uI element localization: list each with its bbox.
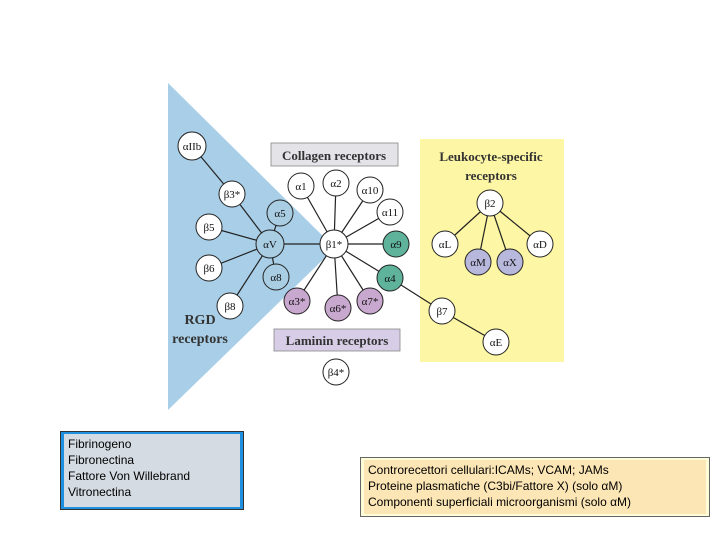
svg-text:β3*: β3* <box>223 189 241 201</box>
svg-text:β4*: β4* <box>327 367 345 379</box>
svg-text:α4: α4 <box>384 273 396 285</box>
node-alpha11 <box>377 199 403 225</box>
svg-text:α11: α11 <box>381 207 399 219</box>
svg-text:α8: α8 <box>270 272 282 284</box>
svg-text:αL: αL <box>438 239 452 251</box>
rgd-ligands-list <box>64 434 240 507</box>
svg-text:β5: β5 <box>203 222 215 234</box>
svg-text:α10: α10 <box>361 185 379 197</box>
node-alpha9 <box>383 231 409 257</box>
svg-text:α2: α2 <box>330 178 342 190</box>
node-alpha-e <box>483 329 509 355</box>
ligand-item: Fibronectina <box>68 453 135 467</box>
node-alpha1 <box>288 173 314 199</box>
node-alpha3 <box>284 288 310 314</box>
leukocyte-ligands-box <box>360 457 710 517</box>
svg-text:β2: β2 <box>484 198 496 210</box>
svg-text:α3*: α3* <box>288 296 306 308</box>
svg-text:αX: αX <box>503 257 517 269</box>
node-alpha-m <box>465 249 491 275</box>
ligand-item: Controrecettori cellulari:ICAMs; VCAM; JAMs <box>368 463 609 477</box>
svg-text:α6*: α6* <box>329 303 347 315</box>
node-alpha8 <box>263 264 289 290</box>
node-beta7 <box>429 298 455 324</box>
node-beta6 <box>196 255 222 281</box>
node-alpha2 <box>323 170 349 196</box>
ligand-item: Componenti superficiali microorganismi (solo αM) <box>368 495 632 509</box>
svg-text:β8: β8 <box>224 301 236 313</box>
node-beta4 <box>323 359 349 385</box>
svg-text:αM: αM <box>470 257 486 269</box>
svg-text:α1: α1 <box>295 181 307 193</box>
node-alpha4 <box>377 265 403 291</box>
svg-text:α5: α5 <box>274 208 286 220</box>
ligand-item: Proteine plasmatiche (C3bi/Fattore X) (solo αM) <box>368 479 623 493</box>
node-alpha5 <box>267 200 293 226</box>
laminin-label: Laminin receptors <box>285 333 389 348</box>
ligand-item: Fattore Von Willebrand <box>68 469 191 483</box>
rgd-ligands-box <box>60 431 244 510</box>
node-alpha-v <box>256 230 284 258</box>
node-beta5 <box>196 214 222 240</box>
node-beta2 <box>477 190 503 216</box>
svg-text:β6: β6 <box>203 263 215 275</box>
rgd-label-line1: RGD <box>184 313 216 328</box>
node-alpha10 <box>357 177 383 203</box>
node-alpha-l <box>432 231 458 257</box>
svg-text:β1*: β1* <box>325 239 343 251</box>
rgd-label-line2: receptors <box>172 332 228 347</box>
node-beta8 <box>217 293 243 319</box>
svg-text:α9: α9 <box>390 239 402 251</box>
svg-text:α7*: α7* <box>361 296 379 308</box>
node-alpha6 <box>325 295 351 321</box>
node-beta1 <box>320 230 348 258</box>
node-alpha-iib <box>178 132 206 160</box>
svg-text:αIIb: αIIb <box>182 141 202 153</box>
node-alpha-x <box>497 249 523 275</box>
svg-text:αD: αD <box>533 239 547 251</box>
svg-text:β7: β7 <box>436 306 448 318</box>
leukocyte-label-line2: receptors <box>465 168 517 183</box>
node-alpha7 <box>357 288 383 314</box>
node-beta3 <box>219 181 245 207</box>
leukocyte-label-line1: Leukocyte-specific <box>439 149 543 164</box>
leukocyte-ligands-list <box>364 460 706 514</box>
svg-text:αV: αV <box>263 239 277 251</box>
svg-text:αE: αE <box>489 337 503 349</box>
ligand-item: Vitronectina <box>68 485 132 499</box>
ligand-item: Fibrinogeno <box>68 437 132 451</box>
collagen-label: Collagen receptors <box>281 148 387 163</box>
node-alpha-d <box>527 231 553 257</box>
